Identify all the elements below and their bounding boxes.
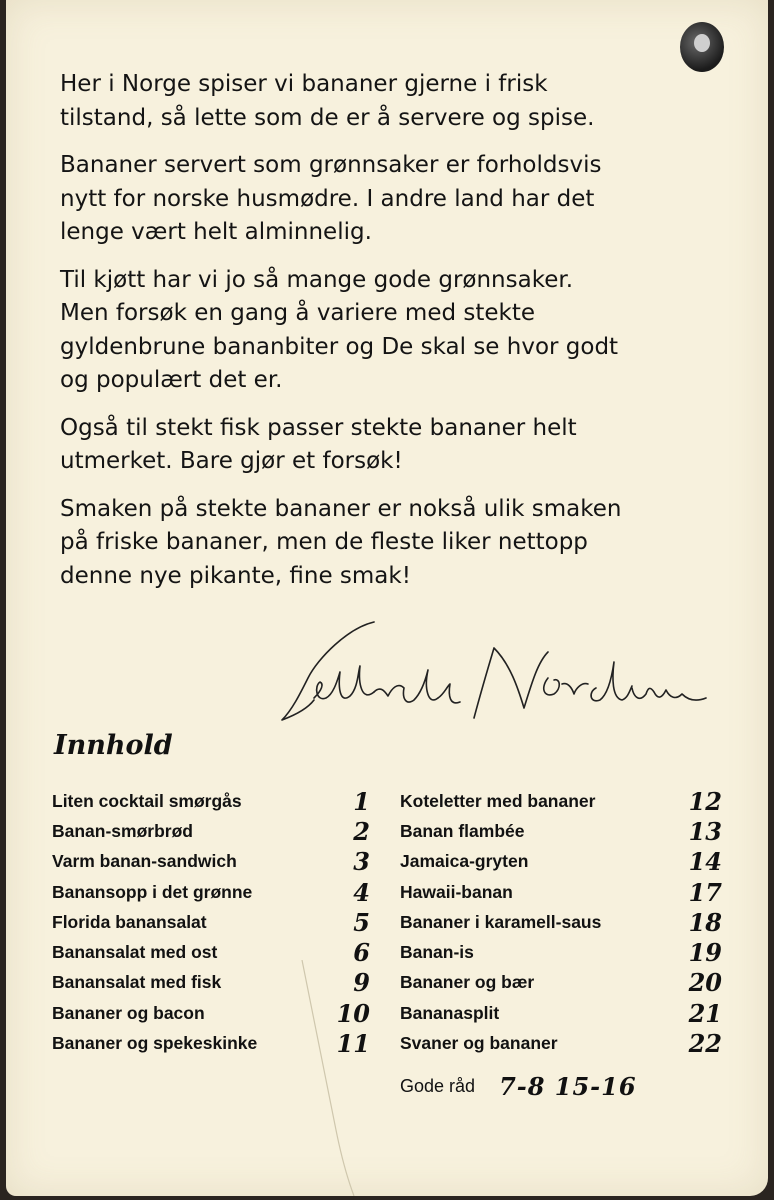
entry-page: 20 xyxy=(688,968,722,998)
intro-paragraph: Også til stekt fisk passer stekte bananer helt utmerket. Bare gjør et forsøk! xyxy=(60,414,577,474)
contents-right-column xyxy=(400,786,722,1059)
entry-page: 11 xyxy=(336,1029,370,1059)
entry-page: 3 xyxy=(353,847,370,877)
entry-page: 6 xyxy=(353,938,370,968)
entry-title: Banansalat med fisk xyxy=(52,972,222,993)
entry-title: Banansopp i det grønne xyxy=(52,881,253,902)
entry-page: 1 xyxy=(353,786,370,816)
contents-entry xyxy=(400,816,722,846)
binder-hole xyxy=(694,34,710,52)
entry-page: 13 xyxy=(688,816,722,846)
contents-entry xyxy=(52,847,370,877)
entry-page: 17 xyxy=(688,877,722,907)
contents-entry xyxy=(400,786,722,816)
intro-paragraph: Bananer servert som grønnsaker er forholdsvis nytt for norske husmødre. I andre land har det lenge vært helt alminnelig. xyxy=(60,152,602,245)
entry-page: 10 xyxy=(336,998,370,1028)
entry-page: 9 xyxy=(353,968,370,998)
entry-page: 5 xyxy=(353,907,370,937)
entry-title: Hawaii-banan xyxy=(400,881,513,902)
entry-title: Florida banansalat xyxy=(52,911,207,932)
contents-entry xyxy=(400,1028,722,1058)
intro-text xyxy=(60,68,720,607)
intro-paragraph: Smaken på stekte bananer er nokså ulik smaken på friske bananer, men de fleste liker nettopp denne nye pikante, fine smak! xyxy=(60,495,622,589)
handwritten-signature xyxy=(278,618,718,728)
contents-entry xyxy=(52,877,370,907)
entry-page: 2 xyxy=(353,816,370,846)
intro-paragraph: Her i Norge spiser vi bananer gjerne i frisk tilstand, så lette som de er å servere og spise. xyxy=(60,71,595,131)
contents-entry xyxy=(400,937,722,967)
contents-entry xyxy=(52,816,370,846)
entry-title: Svaner og bananer xyxy=(400,1033,558,1054)
entry-title: Jamaica-gryten xyxy=(400,851,529,872)
entry-page: 21 xyxy=(688,998,722,1028)
contents-entry xyxy=(52,786,370,816)
entry-title: Banan-smørbrød xyxy=(52,820,193,841)
entry-page: 4 xyxy=(353,877,370,907)
tips-pages: 7-8 15-16 xyxy=(499,1072,637,1101)
contents-entry xyxy=(400,847,722,877)
entry-title: Bananer i karamell-saus xyxy=(400,911,602,932)
contents-entry xyxy=(52,907,370,937)
intro-paragraph: Til kjøtt har vi jo så mange gode grønnsaker. Men forsøk en gang å variere med stekte gyldenbrune bananbiter og De skal se hvor godt og populært det er. xyxy=(60,266,619,393)
contents-heading: Innhold xyxy=(54,730,173,761)
entry-page: 18 xyxy=(688,907,722,937)
tips-entry xyxy=(400,1072,722,1101)
entry-title: Bananer og bacon xyxy=(52,1002,205,1023)
entry-page: 19 xyxy=(688,938,722,968)
entry-page: 22 xyxy=(688,1029,722,1059)
entry-title: Bananasplit xyxy=(400,1002,500,1023)
entry-title: Banansalat med ost xyxy=(52,942,218,963)
entry-title: Varm banan-sandwich xyxy=(52,851,237,872)
entry-title: Banan flambée xyxy=(400,820,525,841)
entry-title: Bananer og spekeskinke xyxy=(52,1033,258,1054)
contents-entry xyxy=(400,877,722,907)
contents-entry xyxy=(400,907,722,937)
entry-title: Banan-is xyxy=(400,942,474,963)
entry-title: Koteletter med bananer xyxy=(400,790,596,811)
entry-page: 14 xyxy=(688,847,722,877)
entry-title: Liten cocktail smørgås xyxy=(52,790,242,811)
contents-entry xyxy=(400,998,722,1028)
entry-page: 12 xyxy=(688,786,722,816)
entry-title: Bananer og bær xyxy=(400,972,535,993)
contents-entry xyxy=(400,968,722,998)
tips-label: Gode råd xyxy=(400,1076,476,1096)
paper-crease xyxy=(300,960,360,1196)
